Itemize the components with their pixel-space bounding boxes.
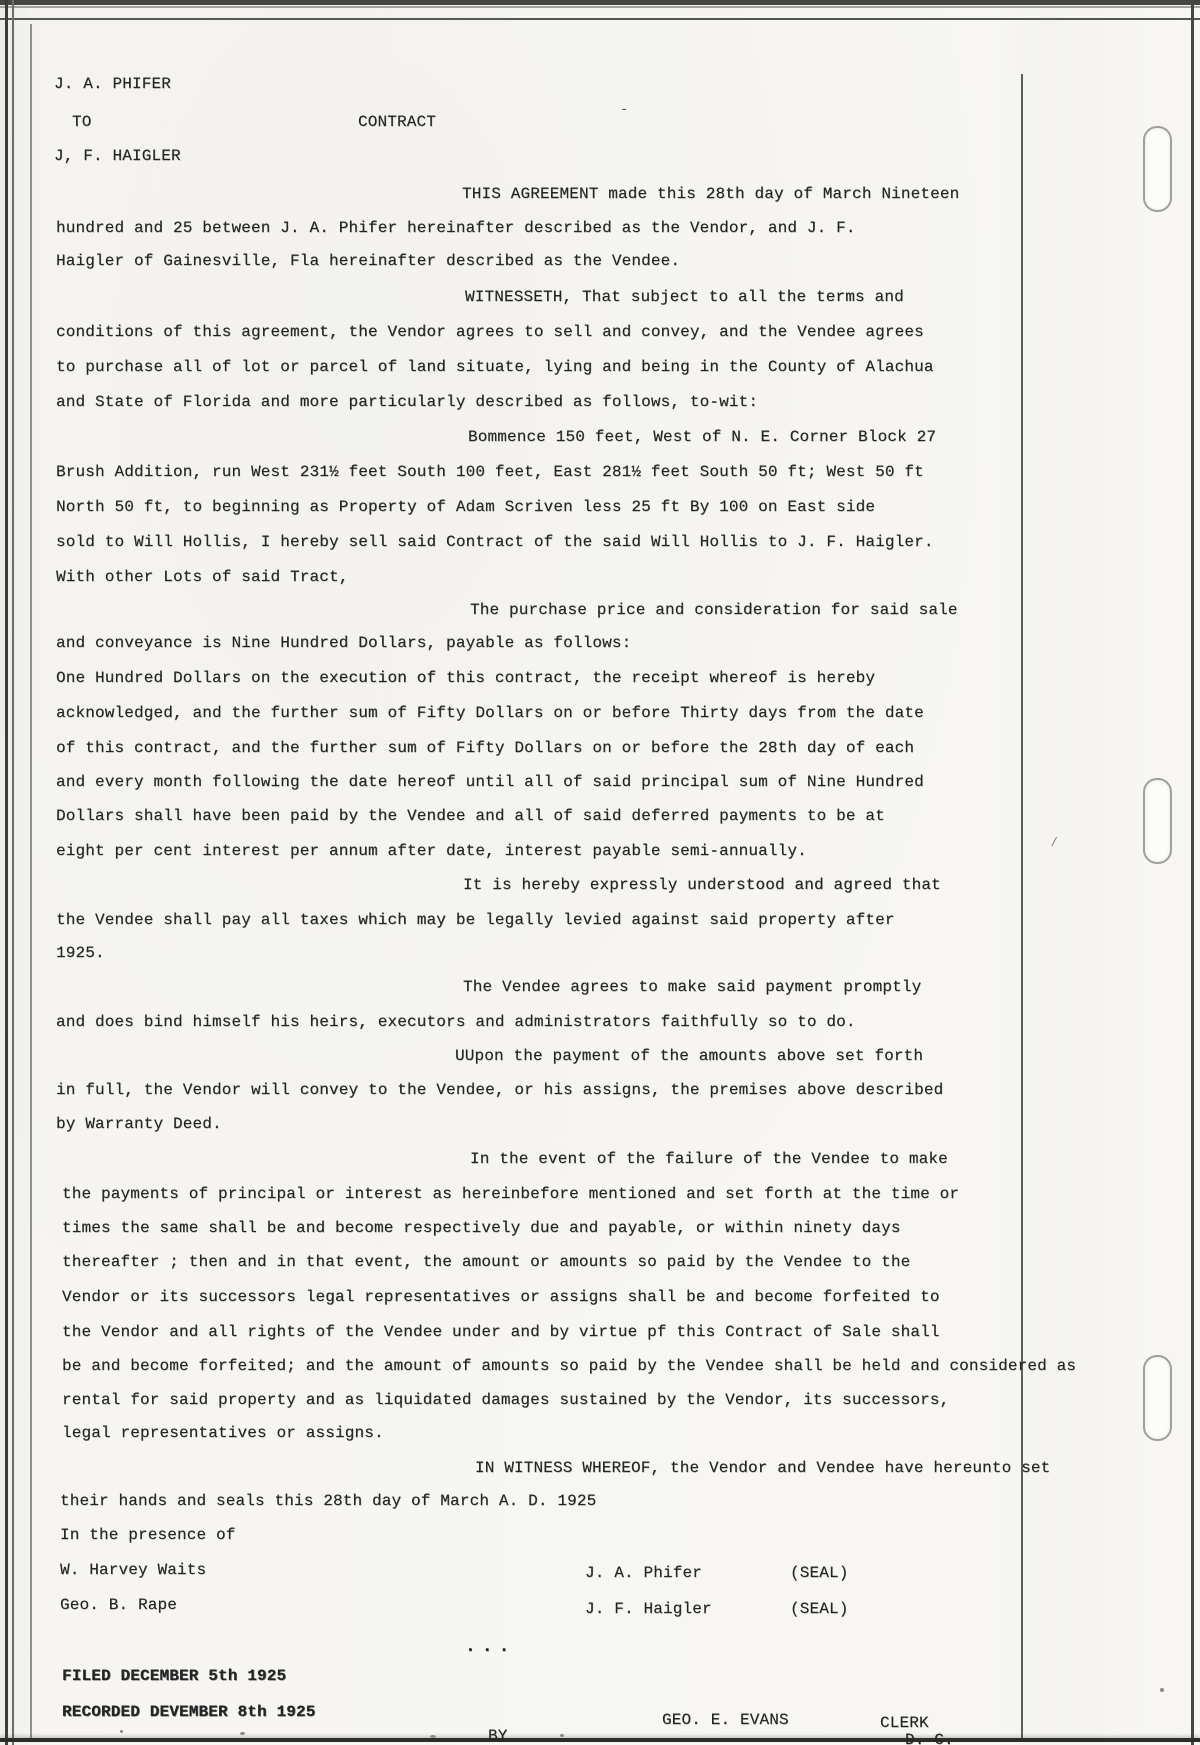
contract-line: North 50 ft, to beginning as Property of Adam Scriven less 25 ft By 100 on East side (56, 498, 876, 516)
top-border-line-thick (0, 0, 1200, 5)
scan-artifact: - (620, 102, 629, 118)
contract-line: UUpon the payment of the amounts above set forth (455, 1047, 924, 1065)
contract-line: In the event of the failure of the Vendee to make (470, 1150, 948, 1168)
seal-label: (SEAL) (790, 1564, 849, 1582)
left-border-line-inner (12, 0, 14, 1745)
contract-line: the payments of principal or interest as hereinbefore mentioned and set forth at the time or (62, 1185, 960, 1203)
scan-speck (120, 1730, 123, 1733)
by-label: BY (488, 1727, 508, 1745)
punch-hole-slot (1143, 1355, 1172, 1441)
contract-line: acknowledged, and the further sum of Fifty Dollars on or before Thirty days from the date (56, 704, 924, 722)
seal-label: (SEAL) (790, 1600, 849, 1618)
scan-artifact: ⁄ (1050, 835, 1059, 851)
contract-line: THIS AGREEMENT made this 28th day of March Nineteen (462, 185, 960, 203)
to-label: TO (72, 113, 92, 131)
scan-speck (430, 1735, 436, 1738)
contract-line: and does bind himself his heirs, executors and administrators faithfully so to do. (56, 1013, 856, 1031)
contract-line: and every month following the date hereof until all of said principal sum of Nine Hundred (56, 773, 924, 791)
contract-line: WITNESSETH, That subject to all the terms and (465, 288, 904, 306)
contract-line: hundred and 25 between J. A. Phifer hereinafter described as the Vendor, and J. F. (56, 219, 856, 237)
contract-line: the Vendor and all rights of the Vendee under and by virtue pf this Contract of Sale shall (62, 1323, 940, 1341)
contract-line: IN WITNESS WHEREOF, the Vendor and Vendee have hereunto set (475, 1459, 1051, 1477)
contract-line: The purchase price and consideration for said sale (470, 601, 958, 619)
contract-line: 1925. (56, 944, 105, 962)
contract-line: With other Lots of said Tract, (56, 568, 349, 586)
top-border-line-thin (0, 18, 1200, 20)
left-margin-line (30, 24, 32, 1739)
scan-speck (560, 1734, 564, 1737)
contract-line: in full, the Vendor will convey to the Vendee, or his assigns, the premises above described (56, 1081, 944, 1099)
contract-line: and conveyance is Nine Hundred Dollars, payable as follows: (56, 634, 632, 652)
contract-line: the Vendee shall pay all taxes which may be legally levied against said property after (56, 911, 895, 929)
clerk-title: CLERK (880, 1714, 929, 1732)
contract-line: Haigler of Gainesville, Fla hereinafter described as the Vendee. (56, 252, 681, 270)
contract-line: be and become forfeited; and the amount of amounts so paid by the Vendee shall be held and considered as (62, 1357, 1077, 1375)
contract-line: Dollars shall have been paid by the Vendee and all of said deferred payments to be at (56, 807, 885, 825)
punch-hole-slot (1143, 778, 1172, 864)
bottom-border-line (0, 1738, 1200, 1742)
clerk-name: GEO. E. EVANS (662, 1711, 789, 1729)
scan-speck (240, 1732, 245, 1735)
punch-hole-slot (1143, 126, 1172, 212)
contract-line: and State of Florida and more particularly described as follows, to-wit: (56, 393, 759, 411)
contract-line: to purchase all of lot or parcel of land situate, lying and being in the County of Alachua (56, 358, 934, 376)
contract-line: It is hereby expressly understood and agreed that (463, 876, 941, 894)
recorded-stamp: RECORDED DEVEMBER 8th 1925 (62, 1703, 316, 1721)
contract-title: CONTRACT (358, 113, 437, 131)
contract-line: Bommence 150 feet, West of N. E. Corner Block 27 (468, 428, 937, 446)
contract-line: rental for said property and as liquidated damages sustained by the Vendor, its successors, (62, 1391, 950, 1409)
separator-dots: ... (465, 1637, 516, 1657)
contract-line: eight per cent interest per annum after date, interest payable semi-annually. (56, 842, 807, 860)
left-border-line-outer (5, 0, 8, 1745)
right-column-divider-line (1021, 74, 1023, 1740)
contract-line: by Warranty Deed. (56, 1115, 222, 1133)
contract-line: thereafter ; then and in that event, the amount or amounts so paid by the Vendee to the (62, 1253, 911, 1271)
contract-line: conditions of this agreement, the Vendor agrees to sell and convey, and the Vendee agrees (56, 323, 924, 341)
contract-line: legal representatives or assigns. (62, 1424, 384, 1442)
witness-two-name: Geo. B. Rape (60, 1596, 178, 1614)
top-border-line-light (0, 6, 1200, 8)
party-two-name: J, F. HAIGLER (54, 147, 181, 165)
party-one-name: J. A. PHIFER (54, 75, 172, 93)
contract-line: their hands and seals this 28th day of March A. D. 1925 (60, 1492, 597, 1510)
contract-line: times the same shall be and become respectively due and payable, or within ninety days (62, 1219, 901, 1237)
scan-speck (1160, 1688, 1164, 1692)
filed-stamp: FILED DECEMBER 5th 1925 (62, 1667, 287, 1685)
contract-line: sold to Will Hollis, I hereby sell said Contract of the said Will Hollis to J. F. Haigler. (56, 533, 934, 551)
contract-line: Brush Addition, run West 231½ feet South 100 feet, East 281½ feet South 50 ft; West 50 ft (56, 463, 924, 481)
contract-line: One Hundred Dollars on the execution of this contract, the receipt whereof is hereby (56, 669, 876, 687)
witness-one-name: W. Harvey Waits (60, 1561, 207, 1579)
contract-line: The Vendee agrees to make said payment promptly (463, 978, 922, 996)
contract-line: Vendor or its successors legal representatives or assigns shall be and become forfeited to (62, 1288, 940, 1306)
right-border-line (1191, 0, 1194, 1745)
contract-line: of this contract, and the further sum of Fifty Dollars on or before the 28th day of each (56, 739, 915, 757)
signatory-one-name: J. A. Phifer (585, 1564, 703, 1582)
witness-intro-line: In the presence of (60, 1526, 236, 1544)
signatory-two-name: J. F. Haigler (585, 1600, 712, 1618)
deputy-clerk-initials: D. C. (905, 1731, 954, 1745)
